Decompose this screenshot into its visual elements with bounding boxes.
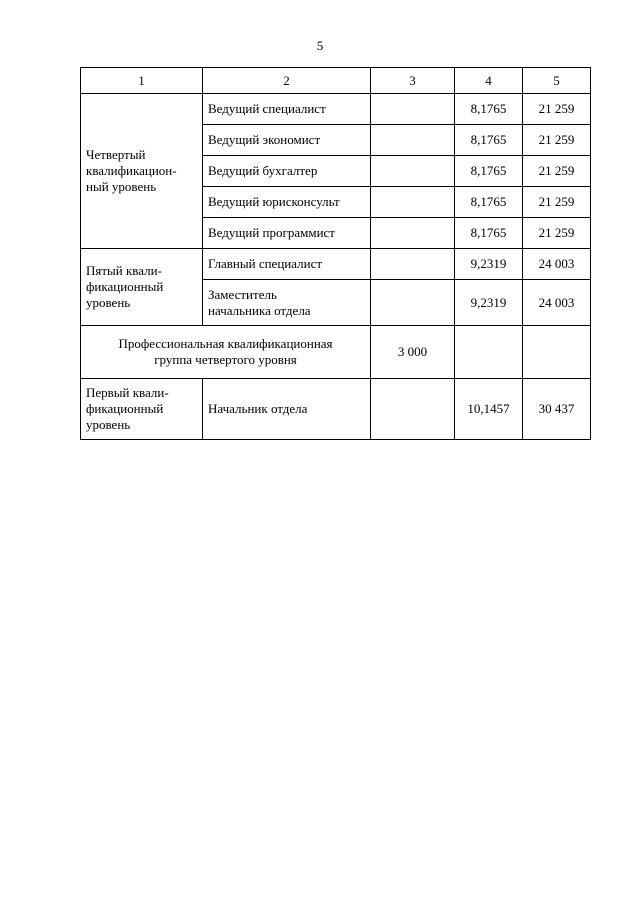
level-line: фикационный — [86, 279, 164, 294]
header-row — [81, 68, 591, 94]
salary-cell — [523, 326, 591, 379]
position-title-line: начальника отдела — [208, 302, 311, 318]
coefficient-cell: 8,1765 — [455, 187, 523, 218]
header-cell-5: 5 — [523, 68, 591, 94]
base-salary-cell — [371, 94, 455, 125]
coefficient-cell: 9,2319 — [455, 280, 523, 326]
position-title: Начальник отдела — [203, 379, 371, 440]
base-salary-cell — [371, 156, 455, 187]
level-line: уровень — [86, 417, 131, 432]
header-cell-2: 2 — [203, 68, 371, 94]
salary-cell: 30 437 — [523, 379, 591, 440]
coefficient-cell: 10,1457 — [455, 379, 523, 440]
header-cell-4: 4 — [455, 68, 523, 94]
salary-cell: 21 259 — [523, 156, 591, 187]
professional-group-row — [81, 326, 591, 379]
professional-group-line: Профессиональная квалификационная — [118, 336, 333, 351]
salary-cell: 21 259 — [523, 187, 591, 218]
position-title-line: Главный специалист — [208, 256, 323, 271]
level-cell — [81, 94, 203, 249]
coefficient-cell: 8,1765 — [455, 94, 523, 125]
level-line: квалификацион- — [86, 163, 177, 178]
level-line: Пятый квали- — [86, 263, 162, 278]
salary-cell: 21 259 — [523, 94, 591, 125]
salary-cell: 21 259 — [523, 218, 591, 249]
coefficient-cell: 8,1765 — [455, 125, 523, 156]
level-line: Первый квали- — [86, 385, 169, 400]
page-number: 5 — [316, 38, 324, 53]
coefficient-cell — [455, 326, 523, 379]
coefficient-cell: 8,1765 — [455, 156, 523, 187]
level-line: Четвертый — [86, 147, 146, 162]
coefficient-cell: 9,2319 — [455, 249, 523, 280]
level-line: фикационный — [86, 401, 164, 416]
position-title — [203, 249, 371, 280]
professional-group-title — [81, 326, 371, 379]
base-salary-cell — [371, 187, 455, 218]
salary-cell: 24 003 — [523, 249, 591, 280]
table-row — [81, 249, 591, 280]
header-cell-1: 1 — [81, 68, 203, 94]
position-title-line: Заместитель — [208, 286, 277, 302]
coefficient-cell: 8,1765 — [455, 218, 523, 249]
base-salary-cell — [371, 249, 455, 280]
position-title — [203, 280, 371, 326]
level-cell — [81, 249, 203, 326]
level-line: уровень — [86, 295, 131, 310]
salary-cell: 24 003 — [523, 280, 591, 326]
position-title: Ведущий специалист — [203, 94, 371, 125]
position-title: Ведущий бухгалтер — [203, 156, 371, 187]
base-salary-cell — [371, 125, 455, 156]
salary-table — [80, 67, 591, 440]
header-cell-3: 3 — [371, 68, 455, 94]
position-title: Ведущий программист — [203, 218, 371, 249]
base-salary-cell — [371, 280, 455, 326]
base-salary-cell — [371, 379, 455, 440]
position-title: Ведущий экономист — [203, 125, 371, 156]
professional-group-line: группа четвертого уровня — [154, 352, 297, 367]
base-salary-cell — [371, 218, 455, 249]
level-cell — [81, 379, 203, 440]
table-row — [81, 94, 591, 125]
level-line: ный уровень — [86, 179, 157, 194]
salary-cell: 21 259 — [523, 125, 591, 156]
table-row — [81, 379, 591, 440]
position-title: Ведущий юрисконсульт — [203, 187, 371, 218]
base-salary-cell: 3 000 — [371, 326, 455, 379]
